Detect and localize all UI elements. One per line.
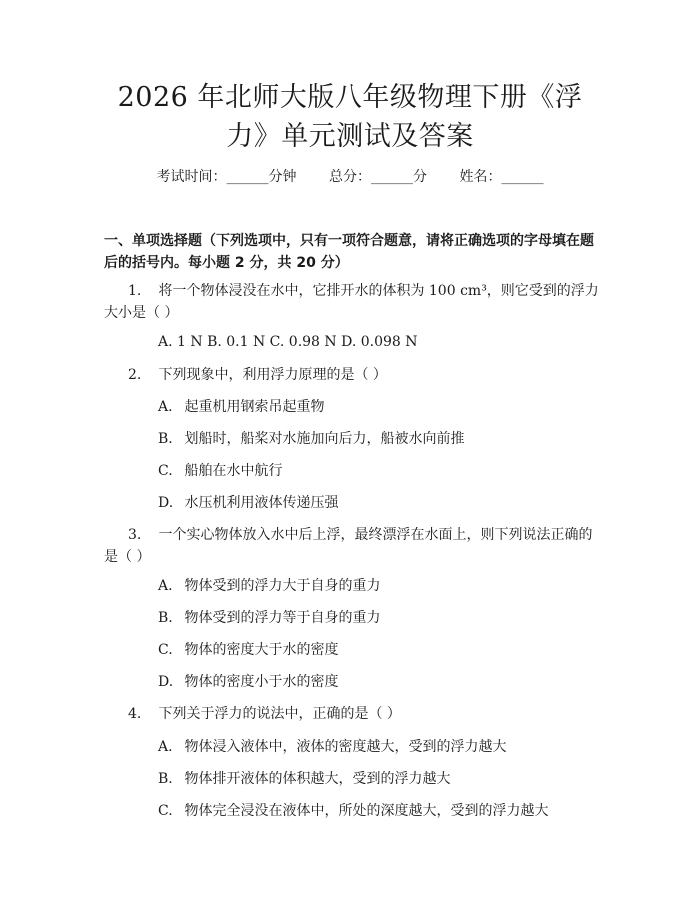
total-score-field: 总分：______分	[329, 169, 427, 185]
option-letter: C.	[158, 463, 173, 479]
option-text: 物体受到的浮力大于自身的重力	[184, 578, 381, 594]
question-2	[104, 364, 604, 386]
option-text: 物体的密度大于水的密度	[184, 642, 339, 658]
question-number: 4.	[128, 706, 142, 722]
question-4	[104, 703, 604, 725]
option-a	[158, 396, 598, 418]
question-1-options: A. 1 N B. 0.1 N C. 0.98 N D. 0.098 N	[158, 334, 418, 350]
option-letter: B.	[158, 610, 173, 626]
option-letter: C.	[158, 803, 173, 819]
option-a	[158, 575, 598, 597]
option-b	[158, 768, 598, 790]
question-text: 下列现象中，利用浮力原理的是（ ）	[158, 367, 387, 383]
option-c	[158, 639, 598, 661]
exam-time-field: 考试时间：______分钟	[156, 169, 297, 185]
option-c	[158, 460, 598, 482]
option-letter: D.	[158, 495, 174, 511]
question-3	[104, 524, 604, 568]
option-letter: B.	[158, 431, 173, 447]
option-letter: A.	[158, 399, 173, 415]
option-letter: C.	[158, 642, 173, 658]
option-d	[158, 671, 598, 693]
option-letter: D.	[158, 674, 174, 690]
option-text: 物体的密度小于水的密度	[184, 674, 339, 690]
option-b	[158, 607, 598, 629]
option-letter: A.	[158, 739, 173, 755]
question-text: 将一个物体浸没在水中，它排开水的体积为 100 cm³，则它受到的浮力大小是（ ）	[104, 283, 599, 321]
option-text: 起重机用钢索吊起重物	[184, 399, 325, 415]
page-title: 2026 年北师大版八年级物理下册《浮力》单元测试及答案	[117, 82, 583, 152]
option-text: 物体受到的浮力等于自身的重力	[184, 610, 381, 626]
option-letter: B.	[158, 771, 173, 787]
option-text: 船舶在水中航行	[184, 463, 283, 479]
option-text: 水压机利用液体传递压强	[184, 495, 339, 511]
question-text: 下列关于浮力的说法中，正确的是（ ）	[158, 706, 401, 722]
question-number: 3.	[128, 527, 142, 543]
option-d	[158, 492, 598, 514]
question-1	[104, 280, 604, 324]
option-b	[158, 428, 598, 450]
option-text: 物体浸入液体中，液体的密度越大，受到的浮力越大	[184, 739, 507, 755]
question-number: 1.	[128, 283, 142, 299]
question-number: 2.	[128, 367, 142, 383]
option-a	[158, 736, 598, 758]
student-name-field: 姓名：______	[459, 169, 544, 185]
section-heading: 一、单项选择题（下列选项中，只有一项符合题意，请将正确选项的字母填在题后的括号内。每小题 2 分，共 20 分）	[104, 233, 594, 271]
option-text: 物体完全浸没在液体中，所处的深度越大，受到的浮力越大	[184, 803, 549, 819]
exam-info-line	[0, 166, 700, 188]
option-text: 划船时，船桨对水施加向后力，船被水向前推	[184, 431, 465, 447]
option-c	[158, 800, 598, 822]
question-text: 一个实心物体放入水中后上浮，最终漂浮在水面上，则下列说法正确的是（ ）	[104, 527, 593, 565]
option-letter: A.	[158, 578, 173, 594]
option-text: 物体排开液体的体积越大，受到的浮力越大	[184, 771, 451, 787]
